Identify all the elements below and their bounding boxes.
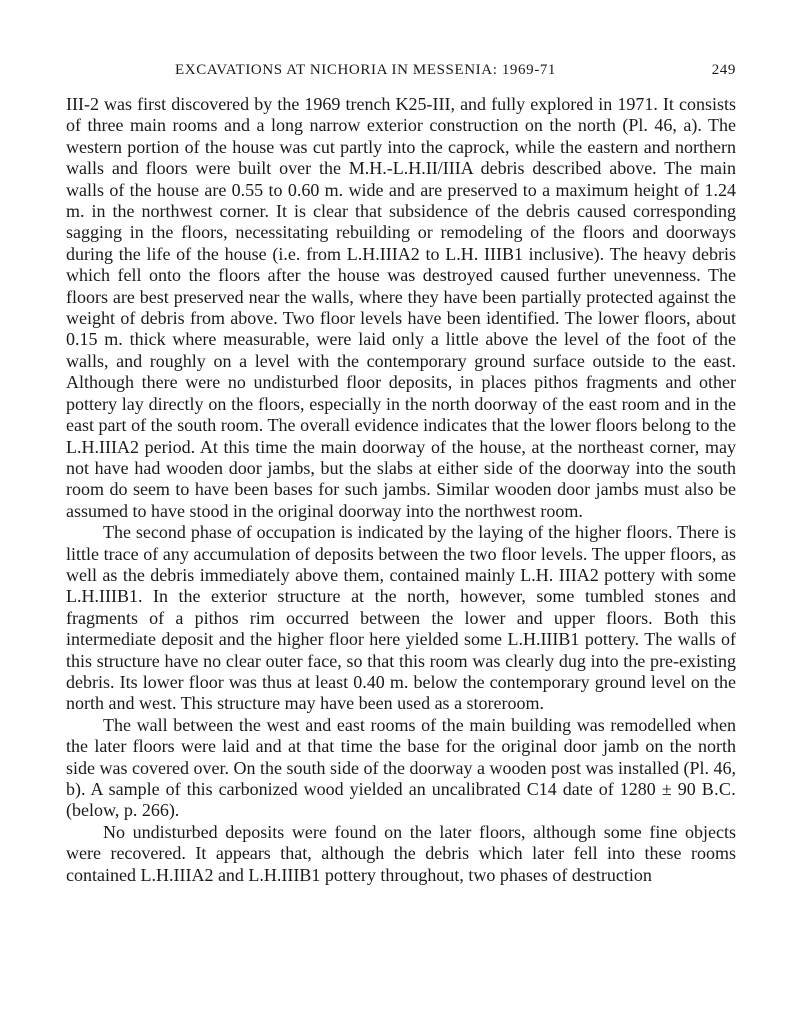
running-head	[66, 62, 736, 84]
paragraph-later-floors: No undisturbed deposits were found on the later floors, although some fine objects were recovered. It appears that, although the debris which later fell into these rooms contained L.H.IIIA2 and L.H.IIIB1 pottery throughout, two phases of destruction	[66, 821, 736, 885]
body-text	[66, 94, 736, 886]
paragraph-second-phase: The second phase of occupation is indicated by the laying of the higher floors. There is little trace of any accumulation of deposits between the two floor levels. The upper floors, as well as the debris immediately above them, contained mainly L.H. IIIA2 pottery with some L.H.IIIB1. In the exterior structure at the north, however, some tumbled stones and fragments of a pithos rim occurred between the lower and upper floors. Both this intermediate deposit and the higher floor here yielded some L.H.IIIB1 pottery. The walls of this structure have no clear outer face, so that this room was clearly dug into the pre-existing debris. Its lower floor was thus at least 0.40 m. below the contemporary ground level on the north and west. This structure may have been used as a storeroom.	[66, 522, 736, 714]
era-abbreviation: B.C.	[701, 779, 736, 799]
paragraph-text: (below, p. 266).	[66, 800, 180, 821]
page-number: 249	[711, 62, 736, 78]
paragraph-wall-remodel	[66, 715, 736, 822]
paragraph-text: The wall between the west and east rooms of the main building was remodelled when the later floors were laid and at that time the base for the original door jamb on the north side was covered over. On the south side of the doorway a wooden post was installed (Pl. 46, b). A sample of this carbonized wood yielded an uncalibrated C14 date of 1280 ± 90	[66, 714, 736, 799]
paragraph-continued: III-2 was first discovered by the 1969 trench K25-III, and fully explored in 1971. It consists of three main rooms and a long narrow exterior construction on the north (Pl. 46, a). The western portion of the house was cut partly into the caprock, while the eastern and northern walls and floors were built over the M.H.-L.H.II/IIIA debris described above. The main walls of the house are 0.55 to 0.60 m. wide and are preserved to a maximum height of 1.24 m. in the northwest corner. It is clear that subsidence of the debris caused corresponding sagging in the floors, necessitating rebuilding or remodeling of the floors and doorways during the life of the house (i.e. from L.H.IIIA2 to L.H. IIIB1 inclusive). The heavy debris which fell onto the floors after the house was destroyed caused further unevenness. The floors are best preserved near the walls, where they have been partially protected against the weight of debris from above. Two floor levels have been identified. The lower floors, about 0.15 m. thick where measurable, were laid only a little above the level of the foot of the walls, and roughly on a level with the contemporary ground surface outside to the east. Although there were no undisturbed floor deposits, in places pithos fragments and other pottery lay directly on the floors, especially in the north doorway of the east room and in the east part of the south room. The overall evidence indicates that the lower floors belong to the L.H.IIIA2 period. At this time the main doorway of the house, at the northeast corner, may not have had wooden door jambs, but the slabs at either side of the doorway into the south room do seem to have been bases for such jambs. Similar wooden door jambs must also be assumed to have stood in the original doorway into the northwest room.	[66, 94, 736, 521]
running-title: EXCAVATIONS AT NICHORIA IN MESSENIA: 1969-71	[175, 62, 557, 78]
